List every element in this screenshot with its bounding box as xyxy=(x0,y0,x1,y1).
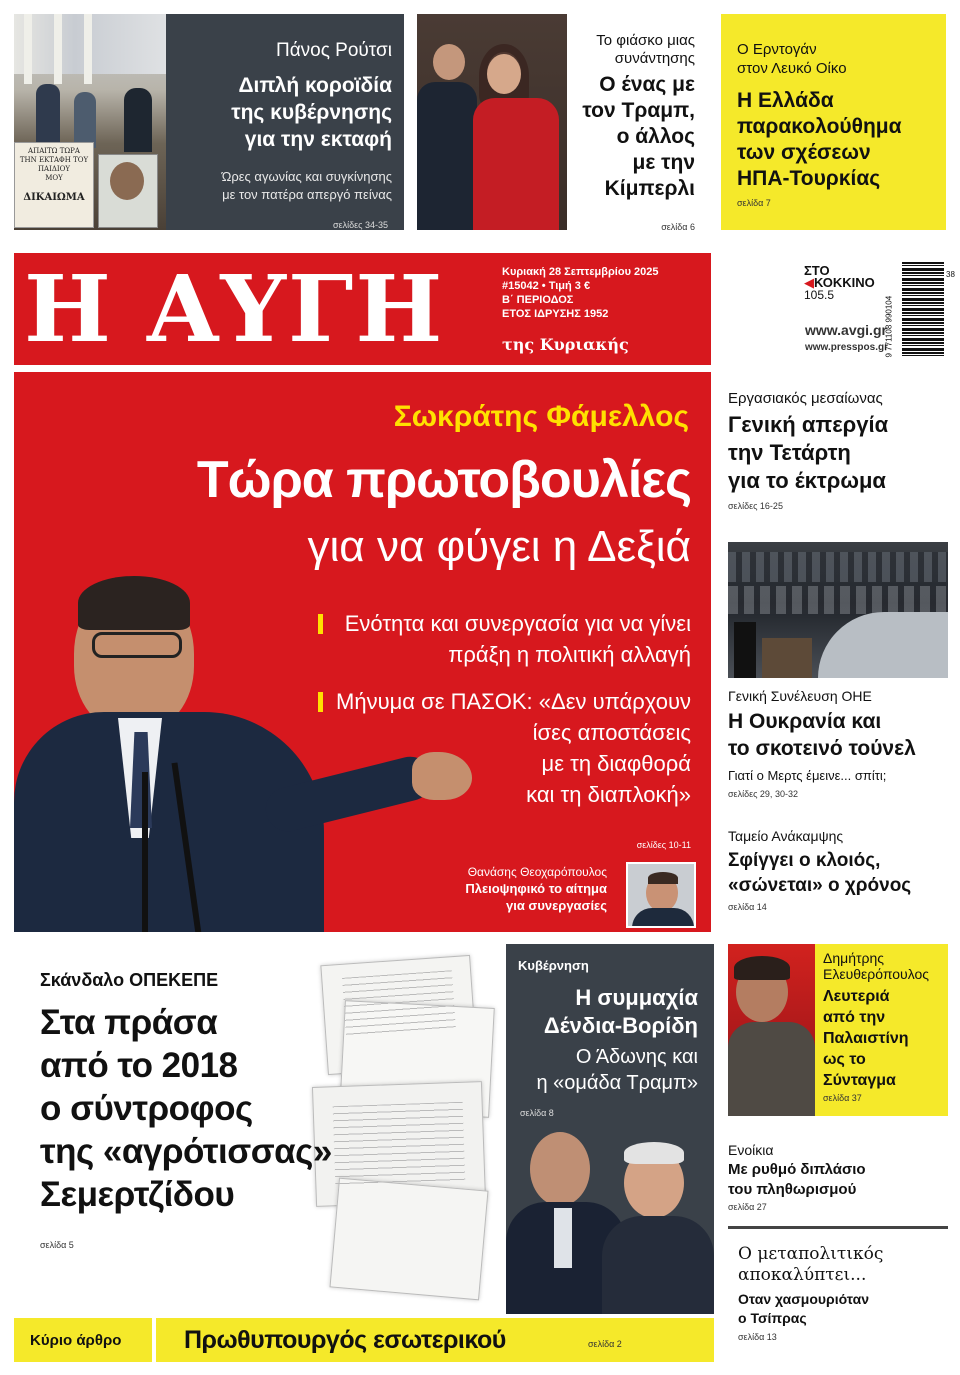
teaser-1-panel xyxy=(166,14,404,230)
teaser-2-title: Ο ένας με xyxy=(599,73,695,96)
masthead-date: Κυριακή 28 Σεπτεμβρίου 2025 xyxy=(502,266,659,278)
lead-bullet-1: Ενότητα και συνεργασία για να γίνει xyxy=(344,611,691,636)
right-4-title: Λευτεριά xyxy=(823,988,890,1005)
right-1-pages: σελίδες 16-25 xyxy=(728,501,783,511)
teaser-3-kicker: Ο Ερντογάν xyxy=(737,41,817,58)
right-4-kicker: Ελευθερόπουλος xyxy=(823,966,930,982)
right-5-title: Με ρυθμό διπλάσιο xyxy=(728,1161,866,1178)
right-2-title: το σκοτεινό τούνελ xyxy=(728,737,916,760)
teaser-3-title: Η Ελλάδα xyxy=(737,89,834,112)
government-kicker: Κυβέρνηση xyxy=(518,958,589,973)
teaser-1-pages: σελίδες 34-35 xyxy=(333,220,388,230)
right-2-kicker: Γενική Συνέλευση ΟΗΕ xyxy=(728,688,872,704)
teaser-1-title: για την εκταφή xyxy=(244,128,392,151)
lead-subheadline: για να φύγει η Δεξιά xyxy=(307,522,691,571)
masthead-issue: #15042 xyxy=(502,280,539,292)
teaser-1-title: της κυβέρνησης xyxy=(231,101,392,124)
right-6-title: Οταν χασμουριόταν xyxy=(738,1291,869,1307)
right-6-kicker: αποκαλύπτει... xyxy=(738,1265,867,1285)
teaser-2-kicker: Το φιάσκο μιας xyxy=(596,32,695,49)
masthead-price: • Τιμή 3 € xyxy=(541,280,591,292)
editorial-label-text: Κύριο άρθρο xyxy=(30,1332,122,1349)
right-4-title: Παλαιστίνη xyxy=(823,1030,909,1047)
teaser-2-title: τον Τραμπ, xyxy=(582,99,695,122)
radio-freq: 105.5 xyxy=(804,288,835,302)
right-4-title: ως το xyxy=(823,1051,866,1068)
right-4-title: Σύνταγμα xyxy=(823,1072,896,1089)
scandal-pages: σελίδα 5 xyxy=(40,1240,74,1250)
teaser-1-subtitle: με τον πατέρα απεργό πείνας xyxy=(222,187,392,202)
un-assembly-photo xyxy=(728,542,948,678)
editorial-title: Πρωθυπουργός εσωτερικού xyxy=(184,1326,506,1354)
right-2-pages: σελίδες 29, 30-32 xyxy=(728,789,798,799)
teaser-2-kicker: συνάντησης xyxy=(614,50,695,67)
lead-story xyxy=(14,372,711,932)
teaser-1-subtitle: Ώρες αγωνίας και συγκίνησης xyxy=(221,169,392,184)
teaser-2-pages: σελίδα 6 xyxy=(661,222,695,232)
government-pages: σελίδα 8 xyxy=(520,1108,554,1118)
masthead-period: Β΄ ΠΕΡΙΟΔΟΣ xyxy=(502,294,574,306)
side-author: Θανάσης Θεοχαρόπουλος xyxy=(467,865,607,879)
teaser-2-title: Κίμπερλι xyxy=(604,177,695,200)
lead-bullet-2: με τη διαφθορά xyxy=(541,751,691,776)
lead-bullet-2: και τη διαπλοκή» xyxy=(526,782,691,807)
right-5-kicker: Ενοίκια xyxy=(728,1142,774,1158)
sign-line: ΤΗΝ ΕΚΤΑΦΗ ΤΟΥ xyxy=(19,156,89,164)
editorial-label xyxy=(14,1318,152,1362)
right-5-title: του πληθωρισμού xyxy=(728,1181,857,1198)
right-2-subtitle: Γιατί ο Μερτς έμεινε... σπίτι; xyxy=(728,768,887,783)
right-4-pages: σελίδα 37 xyxy=(823,1093,862,1103)
scandal-title: ο σύντροφος xyxy=(40,1089,253,1128)
side-title: για συνεργασίες xyxy=(505,898,607,913)
teaser-3-panel xyxy=(721,14,946,230)
right-6-title: ο Τσίπρας xyxy=(738,1310,807,1326)
scandal-title: της «αγρότισσας» xyxy=(40,1132,332,1171)
editorial-pages: σελίδα 2 xyxy=(588,1339,622,1349)
eleftheropoulos-photo xyxy=(728,944,815,1116)
lead-kicker: Σωκράτης Φάμελλος xyxy=(393,400,689,433)
radio-logo: ΣΤΟ ◀ΚΟΚΚΙΝΟ 105.5 xyxy=(804,263,875,302)
side-title: Πλειοψηφικό το αίτημα xyxy=(465,881,607,896)
lead-bullet-2: ίσες αποστάσεις xyxy=(532,720,691,745)
dendias-photo xyxy=(506,1124,714,1314)
teaser-3-pages: σελίδα 7 xyxy=(737,198,771,208)
divider xyxy=(728,1226,948,1229)
right-3-title: Σφίγγει ο κλοιός, xyxy=(728,850,881,871)
website2-link[interactable]: www.presspos.gr xyxy=(805,342,888,353)
government-title: Δένδια-Βορίδη xyxy=(543,1013,698,1038)
right-5-pages: σελίδα 27 xyxy=(728,1202,767,1212)
radio-top: ΣΤΟ xyxy=(804,263,830,278)
barcode-issue: 38 xyxy=(946,270,955,279)
radio-name: ΚΟΚΚΙΝΟ xyxy=(814,275,875,290)
teaser-3-title: ΗΠΑ-Τουρκίας xyxy=(737,167,881,190)
masthead-logo-block xyxy=(14,253,711,365)
right-6-kicker: Ο μεταπολιτικός xyxy=(738,1244,884,1264)
protest-photo xyxy=(14,14,166,230)
lead-bullet-2: Μήνυμα σε ΠΑΣΟΚ: «Δεν υπάρχουν xyxy=(336,689,691,714)
mitsotakis-photo xyxy=(417,14,567,230)
masthead-founded: ΕΤΟΣ ΙΔΡΥΣΗΣ 1952 xyxy=(502,308,609,320)
lead-headline: Τώρα πρωτοβουλίες xyxy=(196,451,691,509)
teaser-1-title: Διπλή κοροϊδία xyxy=(238,74,392,97)
sign-line: ΔΙΚΑΙΩΜΑ xyxy=(23,192,85,203)
editorial-bar xyxy=(156,1318,714,1362)
right-1-title: Γενική απεργία xyxy=(728,412,889,437)
teaser-3-title: παρακολούθημα xyxy=(737,115,902,138)
lead-bullet-1: πράξη η πολιτική αλλαγή xyxy=(448,642,691,667)
theocharopoulos-photo xyxy=(626,862,696,928)
right-3-pages: σελίδα 14 xyxy=(728,902,767,912)
teaser-2-panel xyxy=(567,14,705,230)
teaser-3-kicker: στον Λευκό Οίκο xyxy=(737,60,847,77)
right-3-kicker: Ταμείο Ανάκαμψης xyxy=(728,828,844,844)
government-subtitle: η «ομάδα Τραμπ» xyxy=(536,1072,698,1094)
right-6-pages: σελίδα 13 xyxy=(738,1332,777,1342)
sign-line: ΠΑΙΔΙΟΥ xyxy=(37,165,71,173)
teaser-2-title: με την xyxy=(632,151,695,174)
teaser-2-title: ο άλλος xyxy=(616,125,695,148)
government-subtitle: Ο Άδωνης και xyxy=(575,1046,698,1068)
famellos-photo xyxy=(14,562,484,932)
masthead-logo: Η ΑΥΓΗ xyxy=(24,255,445,363)
scandal-title: από το 2018 xyxy=(40,1046,238,1085)
right-1-title: την Τετάρτη xyxy=(728,440,851,465)
lead-pages: σελίδες 10-11 xyxy=(636,840,691,850)
scandal-title: Στα πράσα xyxy=(40,1003,218,1042)
government-title: Η συμμαχία xyxy=(575,985,698,1010)
right-4-kicker: Δημήτρης xyxy=(823,950,885,966)
barcode-digits: 9 771108 990104 xyxy=(884,295,894,358)
sign-line: ΑΠΑΙΤΩ ΤΩΡΑ xyxy=(28,147,80,155)
masthead-edition: της Κυριακής xyxy=(502,335,629,354)
scandal-title: Σεμερτζίδου xyxy=(40,1175,235,1214)
website-link[interactable]: www.avgi.gr xyxy=(805,322,887,338)
right-2-title: Η Ουκρανία και xyxy=(728,710,882,733)
dendias-voridis-panel xyxy=(506,944,714,1314)
teaser-3-title: των σχέσεων xyxy=(737,141,871,164)
barcode xyxy=(902,262,944,356)
scandal-kicker: Σκάνδαλο ΟΠΕΚΕΠΕ xyxy=(40,970,219,990)
right-1-kicker: Εργασιακός μεσαίωνας xyxy=(728,390,883,407)
teaser-1-author: Πάνος Ρούτσι xyxy=(275,40,392,61)
right-4-title: από την xyxy=(823,1009,886,1026)
eleftheropoulos-panel xyxy=(815,944,948,1116)
right-3-title: «σώνεται» ο χρόνος xyxy=(728,875,912,896)
right-1-title: για το έκτρωμα xyxy=(728,468,886,493)
sign-line: ΜΟΥ xyxy=(45,174,63,182)
